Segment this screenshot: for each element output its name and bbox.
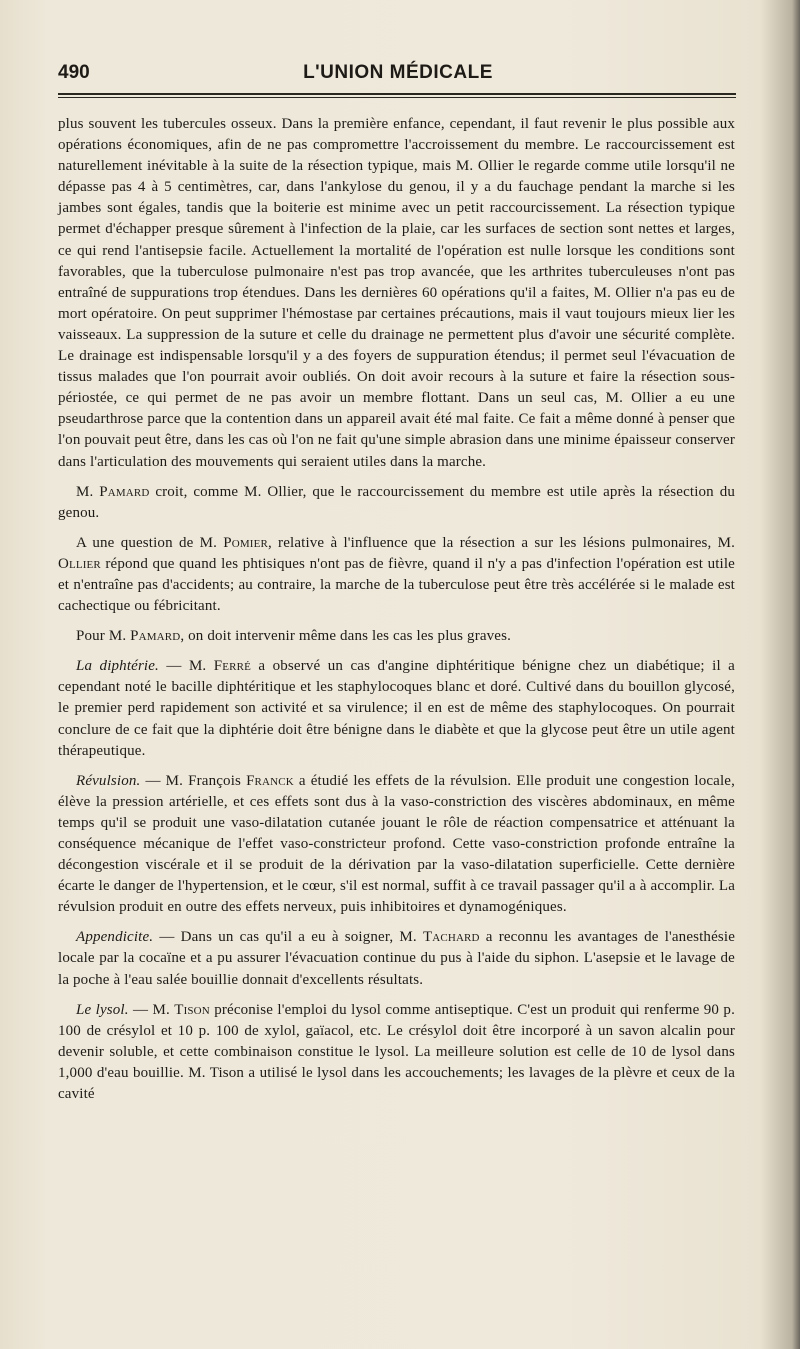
paragraph-text: croit, comme M. Ollier, que le raccourcissement du membre est utile après la résection du genou. [58,483,735,521]
paragraph-text: — M. François [140,772,247,789]
paragraph-text: — M. [128,1001,175,1018]
body-text [58,114,735,1114]
paragraph-text: a observé un cas d'angine diphtéritique bénigne chez un diabétique; il a cependant noté le bacille diphtéritique et les staphylocoques blanc et doré. Cultivé dans du bouillon glycosé, le premier perd rapidement son activité et sa virulence; il en est de même des staphylocoques. On pourrait conclure de ce fait que la diphtérie doit être bénigne dans le diabète et que la glycose peut être un utile agent thérapeutique. [58,658,735,759]
paragraph-text: — M. [158,658,214,675]
page-number: 490 [58,62,90,83]
header-rule [58,93,736,95]
author-name: Franck [246,772,294,789]
author-name: Pamard [130,628,181,645]
paragraph-lysol [58,1000,735,1105]
paragraph-text: Pour M. [76,628,131,645]
author-name: Tachard [422,929,480,946]
paragraph-text: , relative à l'influence que la résection a sur les lésions pulmonaires, M. [267,534,736,551]
running-title: L'UNION MÉDICALE [303,62,493,83]
paragraph-text: A une question de M. [76,534,224,551]
paragraph-text: , on doit intervenir même dans les cas les plus graves. [180,628,511,645]
paragraph-text: préconise l'emploi du lysol comme antiseptique. C'est un produit qui renferme 90 p. 100 de crésylol et 10 p. 100 de xylol, gaïacol, etc. Le crésylol doit être incorporé à un savon alcalin pour devenir soluble, et cette combinaison constitue le lysol. La meilleure solution est celle de 10 de lysol dans 1,000 d'eau bouillie. M. Tison a utilisé le lysol dans les accouchements; les lavages de la plèvre et ceux de la cavité [58,1001,735,1103]
section-title: Révulsion. [76,772,141,789]
paragraph-diphterie [58,656,735,761]
header-rule-thin [58,97,736,98]
paragraph-resection: plus souvent les tubercules osseux. Dans la première enfance, cependant, il faut revenir le plus possible aux opérations économiques, afin de ne pas compromettre l'accroissement du membre. Le raccourcissement est naturellement inévitable à la suite de la résection typique, mais M. Ollier le regarde comme utile lorsqu'il ne dépasse pas 4 à 5 centimètres, car, dans l'ankylose du genou, il y a du fauchage pendant la marche si les jambes sont égales, tandis que la boiterie est minime avec un petit raccourcissement. La résection typique permet d'échapper presque sûrement à l'infection de la plaie, car les surfaces de section sont nettes et larges, ce qui rend l'antisepsie facile. Actuellement la mortalité de l'opération est nulle lorsque les conditions sont favorables, que la tuberculose pulmonaire n'est pas trop avancée, que les arthrites tuberculeuses n'ont pas entraîné de suppurations trop étendues. Dans les dernières 60 opérations qu'il a faites, M. Ollier n'a pas eu de mort opératoire. On peut supprimer l'hémostase par certaines précautions, mais il vaut toujours mieux lier les vaisseaux. La suppression de la suture et celle du drainage ne permettent plus d'avoir une sécurité complète. Le drainage est indispensable lorsqu'il y a des foyers de suppuration étendus; il permet seul l'évacuation de tissus malades que l'on pourrait avoir oubliés. On doit avoir recours à la suture et faire la résection sous-périostée, ce qui permet de ne pas avoir un membre flottant. Dans un seul cas, M. Ollier a eu une pseudarthrose parce que la contention dans un appareil avait été mal faite. Ce fait a même donné à penser que l'on pouvait peut être, dans les cas où l'on ne fait qu'une simple abrasion dans une minime épaisseur conserver dans l'articulation des mouvements qui seraient utiles dans la marche. [58,116,735,470]
paragraph-text: — Dans un cas qu'il a eu à soigner, M. [153,929,423,946]
paragraph-revulsion [58,771,735,919]
page-header [58,62,738,90]
author-name: Pamard [99,483,150,500]
author-name: Ferré [213,658,251,675]
author-name: Pomier [223,534,268,551]
author-name: Tison [174,1001,210,1018]
section-title: Appendicite. [76,929,154,946]
paragraph-pamard-1: M. Pamard croit, comme M. Ollier, que le raccourcissement du membre est utile après la résection du genou. [58,483,735,521]
section-title: Le lysol. [76,1001,129,1018]
author-name: Ollier [58,555,101,572]
section-title: La diphtérie. [76,658,159,675]
paragraph-text: répond que quand les phtisiques n'ont pas de fièvre, quand il n'y a pas d'infection l'opération est utile et n'entraîne pas d'accidents; au contraire, la marche de la tuberculose peut être très accélérée si le malade est cachectique ou fébricitant. [58,555,735,615]
paragraph-text: a reconnu les avantages de l'anesthésie locale par la cocaïne et a pu assurer l'évacuation continue du pus à l'aide du siphon. L'asepsie et le lavage de la poche à l'eau salée bouillie donnait d'excellents résultats. [58,929,736,988]
paragraph-pamard-2 [58,626,735,647]
paragraph-pomier [58,533,735,617]
paragraph-appendicite [58,927,735,990]
paragraph-text: a étudié les effets de la révulsion. Elle produit une congestion locale, élève la pression artérielle, et ces effets sont dus à la vaso-constriction des viscères abdominaux, en même temps qu'il se produit une vaso-dilatation cutanée jouant le rôle de réaction compensatrice et atténuant la conséquence mécanique de l'effet vaso-constricteur profond. Cette vaso-constriction profonde entraîne la décongestion viscérale et il se produit de la dérivation par la vaso-dilatation superficielle. Cette dernière écarte le danger de l'hypertension, et le cœur, s'il est normal, suffit à ce travail passager qu'il a à accomplir. La révulsion produit en outre des effets nerveux, puis inhibitoires et dynamogéniques. [58,772,735,916]
